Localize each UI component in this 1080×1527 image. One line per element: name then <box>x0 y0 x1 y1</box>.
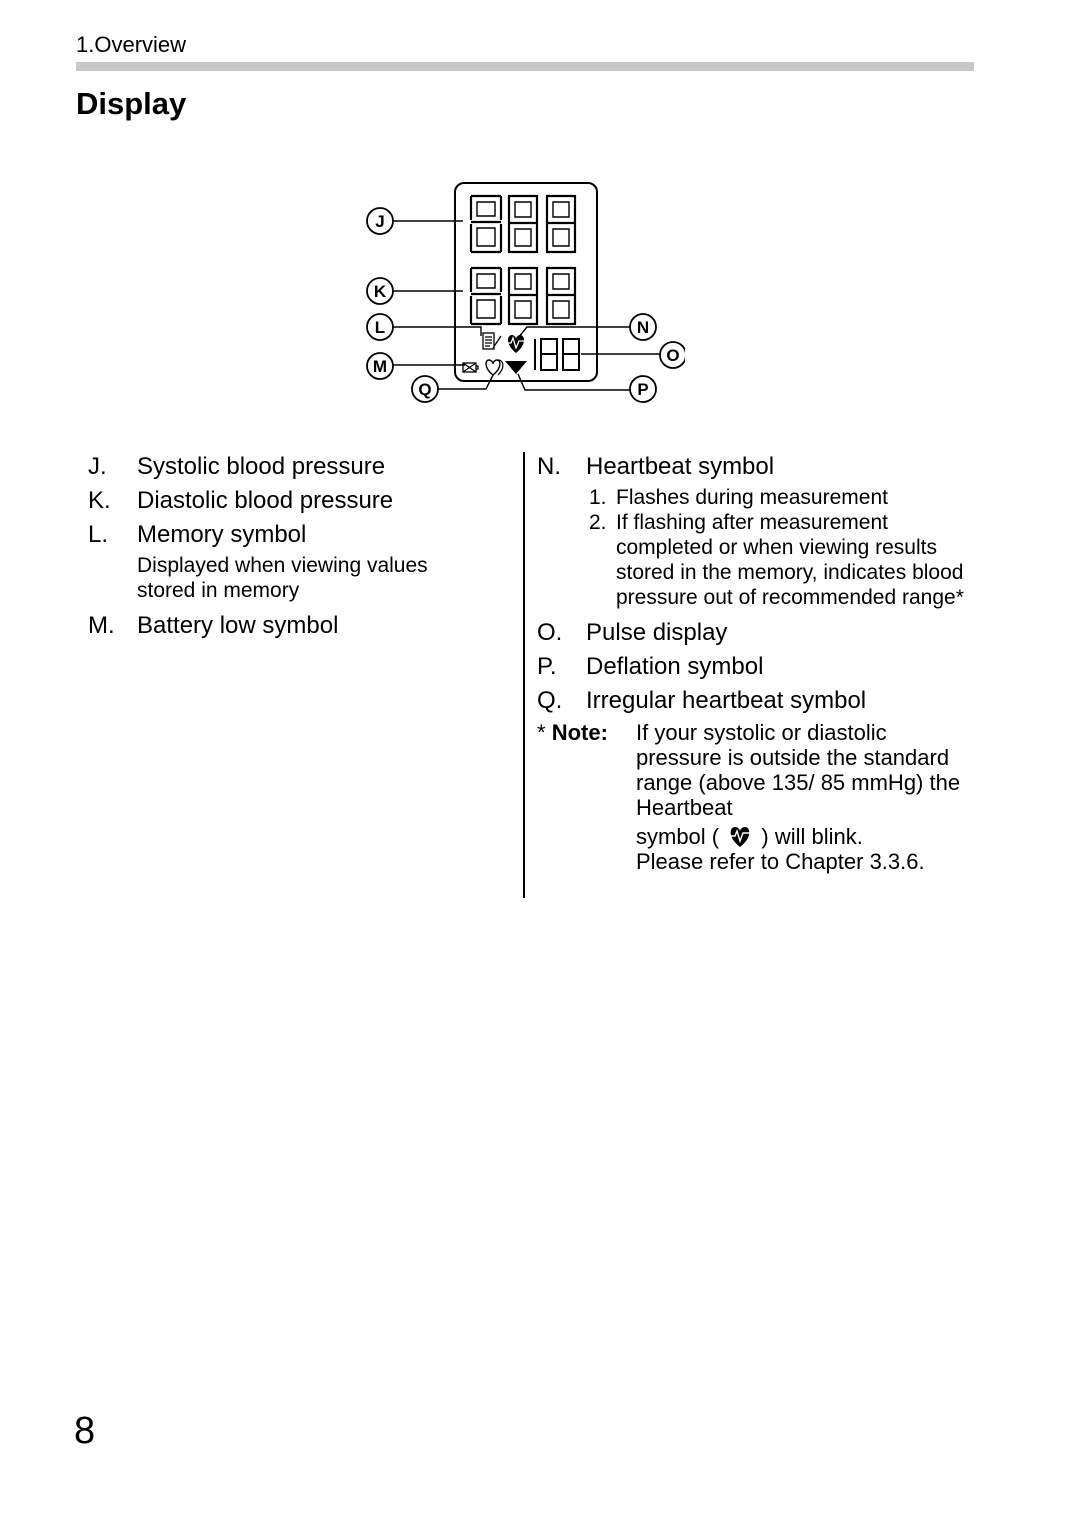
legend-item-p <box>537 650 977 684</box>
legend-label: Diastolic blood pressure <box>137 487 394 514</box>
irregular-heartbeat-icon <box>486 360 503 375</box>
legend-detail-l: Displayed when viewing values stored in memory <box>137 554 428 602</box>
callout-label: O <box>666 346 680 365</box>
leader-l <box>392 327 481 336</box>
pulse-digits <box>535 339 579 370</box>
legend-label: Battery low symbol <box>137 612 339 639</box>
callout-label: K <box>373 282 387 301</box>
callout-label: P <box>637 380 649 399</box>
heartbeat-icon <box>505 335 527 353</box>
memory-icon <box>483 333 501 349</box>
column-divider <box>523 452 525 898</box>
page-title: Display <box>76 86 187 121</box>
callout-label: L <box>374 318 386 337</box>
callout-label: J <box>375 212 385 231</box>
legend-item-k <box>88 484 488 518</box>
legend-item-o <box>537 616 977 650</box>
systolic-digits <box>471 196 575 252</box>
legend-item-q <box>537 684 977 718</box>
legend-label: Pulse display <box>586 619 728 646</box>
legend-label: Deflation symbol <box>586 653 764 680</box>
legend-letter: Q. <box>537 687 563 714</box>
legend-label: Irregular heartbeat symbol <box>586 687 867 714</box>
legend-letter: O. <box>537 619 563 646</box>
legend-letter: M. <box>88 612 115 639</box>
callout-label: M <box>372 357 388 376</box>
heartbeat-notes-list <box>537 485 977 610</box>
header-rule <box>76 62 974 71</box>
heartbeat-icon <box>725 824 755 848</box>
legend-letter: J. <box>88 453 107 480</box>
legend-item-j <box>88 450 488 484</box>
note-text: If your systolic or diastolic pressure is outside the standard range (above 135/ 85 mmHg) the Heartbeat <box>636 720 961 820</box>
note-label: Note: <box>551 720 608 745</box>
section-header: 1.Overview <box>76 32 187 57</box>
diastolic-digits <box>471 268 575 324</box>
note-text: Please refer to Chapter 3.3.6. <box>636 849 925 874</box>
note-text: ) will blink. <box>761 824 863 849</box>
legend-item-l <box>88 518 488 552</box>
legend-item-n <box>537 450 977 484</box>
callout-label: Q <box>418 380 432 399</box>
note-star: * <box>537 720 552 745</box>
legend-label: Heartbeat symbol <box>586 453 775 480</box>
list-item: 2. If flashing after measurement completed or when viewing results stored in the memory, indicates blood pressure out of recommended range* <box>589 511 964 609</box>
battery-low-icon <box>463 363 478 372</box>
legend-letter: K. <box>88 487 111 514</box>
legend-left-column <box>88 450 488 643</box>
list-item: 1. Flashes during measurement <box>589 486 888 509</box>
legend-right-column <box>537 450 977 874</box>
leader-n <box>518 327 631 338</box>
note-text: symbol ( <box>636 824 720 849</box>
legend-letter: N. <box>537 453 561 480</box>
page-number: 8 <box>74 1410 96 1452</box>
callout-label: N <box>636 318 650 337</box>
legend-letter: P. <box>537 653 557 680</box>
legend-label: Memory symbol <box>137 521 307 548</box>
legend-item-m <box>88 609 488 643</box>
legend-label: Systolic blood pressure <box>137 453 386 480</box>
legend-letter: L. <box>88 521 109 548</box>
deflation-icon <box>505 361 527 374</box>
display-diagram <box>355 178 685 408</box>
note-block <box>537 720 977 874</box>
